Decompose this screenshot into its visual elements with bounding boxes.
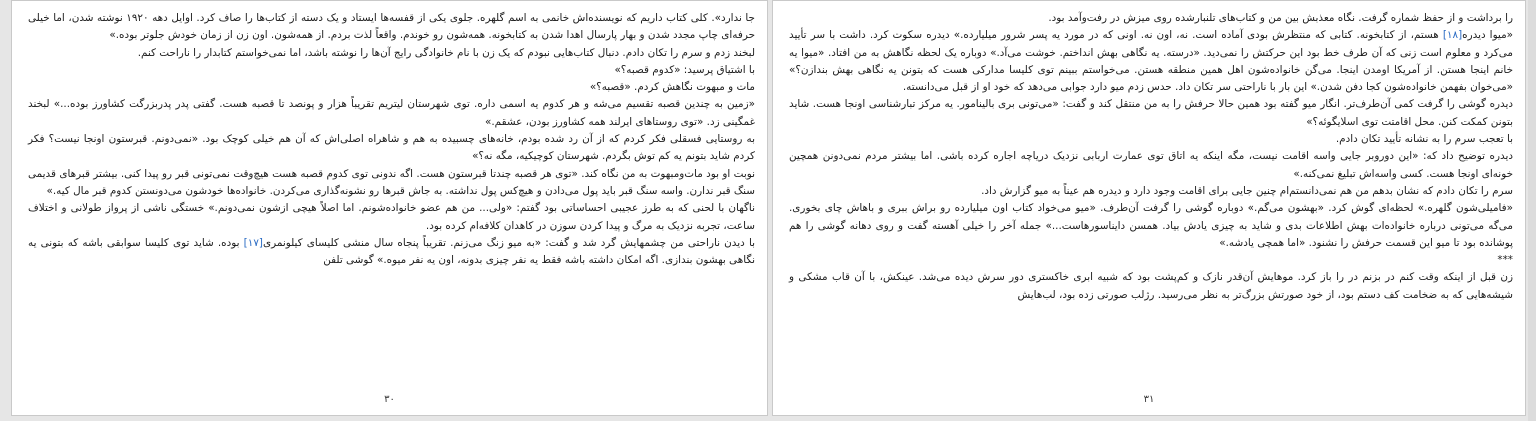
paragraph <box>28 79 755 96</box>
text-run: بوده. شاید توی کلیسا سوابقی باشه که بتونی یه نگاهی بهشون بندازی. اگه امکان داشته باشه فقط یه نفر چیزی بدونه، اون یه نفر میوه.» گوشی تلفن <box>28 236 755 267</box>
page-left-body <box>28 10 755 269</box>
text-run: به روستایی فسقلی فکر کردم که از آن رد شده بودم، خانه‌های چسبیده به هم و شاهراه اصلی‌اش که آن هم خیلی کوچک بود. «نمی‌دونم. قبرستون اونجا نیست؟ فکر کردم شاید بتونم یه کم توش بگردم. شهرستان کوچیکیه، مگه نه؟» <box>28 133 755 163</box>
footnote-link-17[interactable]: [۱۷] <box>243 236 263 249</box>
page-right-body <box>789 10 1513 304</box>
text-run: «زمین به چندین قصبه تقسیم می‌شه و هر کدوم یه اسمی داره. توی شهرستان لیتریم تقریباً هزار و پونصد تا قصبه هست. گفتی پدر پدربزرگت کشاورز بوده...» لبخند غمگینی زد. «توی روستاهای ایرلند همه کشاورز بودن، عشقم.» <box>28 98 755 128</box>
text-run: با اشتیاق پرسید: «کدوم قصبه؟» <box>614 63 755 76</box>
text-run: نوبت او بود مات‌ومبهوت به من نگاه کند. «توی هر قصبه چندتا قبرستون هست. اگه ندونی توی کدوم قصبه هست هیچ‌وقت نمی‌تونی قبر رو پیدا کنی. بیشتر قبرهای قدیمی سنگ قبر ندارن. واسه سنگ قبر باید پول می‌دادن و هیچ‌کس پول نداشته. به جاش قبرها رو نشونه‌گذاری می‌کردن. خانواده‌ها خودشون می‌دونستن کدوم قبر مال کیه.» <box>28 167 755 197</box>
paragraph <box>789 200 1513 252</box>
text-run: ناگهان با لحنی که به طرز عجیبی احساساتی بود گفتم: «ولی... من هم عضو خانواده‌شونم. اما اصلاً هیچی ازشون نمی‌دونم.» خستگی ناشی از پرواز طولانی و اختلاف ساعت، تجربه نزدیک به مرگ و پیدا کردن سوزن در کاهدان کلافه‌ام کرده بود. <box>28 202 755 232</box>
text-run: لبخند زدم و سرم را تکان دادم. دنبال کتاب‌هایی نبودم که یک زن با نام خانوادگی رایج آن‌ها را نوشته باشد، اما نمی‌خواستم کتابدار را ناراحت کنم. <box>137 46 755 59</box>
paragraph <box>789 131 1513 148</box>
paragraph <box>28 235 755 270</box>
section-break <box>789 252 1513 269</box>
paragraph <box>789 183 1513 200</box>
paragraph <box>28 96 755 131</box>
text-run: با تعجب سرم را به نشانه تأیید تکان دادم. <box>1335 133 1513 146</box>
page-right <box>772 0 1526 416</box>
paragraph <box>789 269 1513 304</box>
paragraph <box>789 27 1513 96</box>
text-run: مات و مبهوت نگاهش کردم. «قصبه؟» <box>589 81 755 94</box>
paragraph <box>28 166 755 201</box>
footnote-link-18[interactable]: [۱۸] <box>1442 29 1463 42</box>
text-run: سرم را تکان دادم که نشان بدهم من هم نمی‌دانستم‌ام چنین جایی برای اقامت وجود دارد و دیدره هم عیناً به میو گزارش داد. <box>981 184 1513 197</box>
paragraph <box>789 10 1513 27</box>
text-run: هستم، از کتابخونه. کتابی که منتظرش بودی آماده است. نه، اون نه. اونی که در مورد یه پسر شرور میلیارده.» دیدره سکوت کرد. داشت با سر تأیید می‌کرد و معلوم است زنی که آن طرف خط بود این حرکتش را نمی‌دید. «درسته. یه نگاهی بهش انداختم. خوشت می‌آد.» دوباره یک لحظه نگاهش به من افتاد. «میوا یه خانم اینجا هستن. از آمریکا اومدن اینجا. می‌گن خانواده‌شون اهل همین منطقه هستن. می‌خواستم ببینم توی کلیسا مدارکی هست که بتونن یه نگاهی بهش بندازن؟» «می‌خوان بفهمن خانواده‌شون کجا دفن شدن.» این بار با ناراحتی سر تکان داد. حدس زدم میو دارد جوابی می‌دهد که خود او از قبل می‌دانسته. <box>789 29 1513 94</box>
paragraph <box>28 62 755 79</box>
page-number-right: ۳۱ <box>1143 394 1155 405</box>
text-run: با دیدن ناراحتی من چشمهایش گرد شد و گفت: «به میو زنگ می‌زنم. تقریباً پنجاه سال منشی کلیسای کیلونمری <box>262 236 755 249</box>
text-run: *** <box>1497 254 1513 267</box>
paragraph <box>789 148 1513 183</box>
paragraph <box>28 200 755 235</box>
paragraph <box>28 131 755 166</box>
text-run: «میوا دیدره <box>1462 29 1513 42</box>
text-run: جا ندارد». کلی کتاب داریم که نویسنده‌اش خانمی به اسم گلهره. جلوی یکی از قفسه‌ها ایستاد و یک دسته از کتاب‌ها را صاف کرد. اوایل دهه ۱۹۲۰ نوشته شدن، اما خیلی حرفه‌ای چاپ مجدد شدن و بهار پارسال اهدا شدن به کتابخونه. همه‌شون رو خوندم. واقعاً لذت بردم. از همه‌شون. اون زن از زمان خودش جلوتر بوده.» <box>28 12 755 42</box>
text-run: دیدره توضیح داد که: «این دوروبر جایی واسه اقامت نیست، مگه اینکه یه اتاق توی عمارت اربابی نزدیک دریاچه اجاره کرده باشی. اما بیشتر مردم نمی‌دونن همچین خونه‌ای اونجا هست. کسی واسه‌اش تبلیغ نمی‌کنه.» <box>789 150 1513 180</box>
text-run: دیدره گوشی را گرفت کمی آن‌طرف‌تر. انگار میو گفته بود همین حالا حرفش را به من منتقل کند و گفت: «می‌تونی بری بالینامور. یه مرکز تبارشناسی اونجا هست. شاید بتونن کمکت کنن. محل اقامتت توی اسلایگوئه؟» <box>789 98 1513 128</box>
scrollbar[interactable] <box>1528 0 1536 421</box>
paragraph <box>28 45 755 62</box>
text-run: «فامیلی‌شون گلهره.» لحظه‌ای گوش کرد. «بهشون می‌گم.» دوباره گوشی را گرفت آن‌طرف. «میو می‌خواد کتاب اون میلیارده رو براش ببری و باهاش چای بخوری. می‌گه می‌تونی درباره خانواده‌ات بهش اطلاعات بدی و شاید به چیزی یادش بیاد. همسن دایناسورهاست...» جمله آخر را خیلی آهسته گفت و روی دهانه گوشی را هم پوشانده بود تا میو این قسمت حرفش را نشنود. «اما همچی یادشه.» <box>789 202 1513 249</box>
page-left <box>11 0 768 416</box>
paragraph <box>28 10 755 45</box>
text-run: زن قبل از اینکه وقت کنم در بزنم در را باز کرد. موهایش آن‌قدر نازک و کم‌پشت بود که شبیه ابری خاکستری دور سرش دیده می‌شد. عینکش، با آن قاب مشکی و شیشه‌هایی که به ضخامت کف دستم بود، از خود صورتش بزرگ‌تر به نظر می‌رسید. رژلب صورتی زده بود، لب‌هایش <box>789 271 1513 301</box>
paragraph <box>789 96 1513 131</box>
page-number-left: ۳۰ <box>384 394 395 405</box>
text-run: را برداشت و از حفظ شماره گرفت. نگاه معذبش بین من و کتاب‌های تلنبارشده روی میزش در رفت‌وآمد بود. <box>1048 12 1513 24</box>
